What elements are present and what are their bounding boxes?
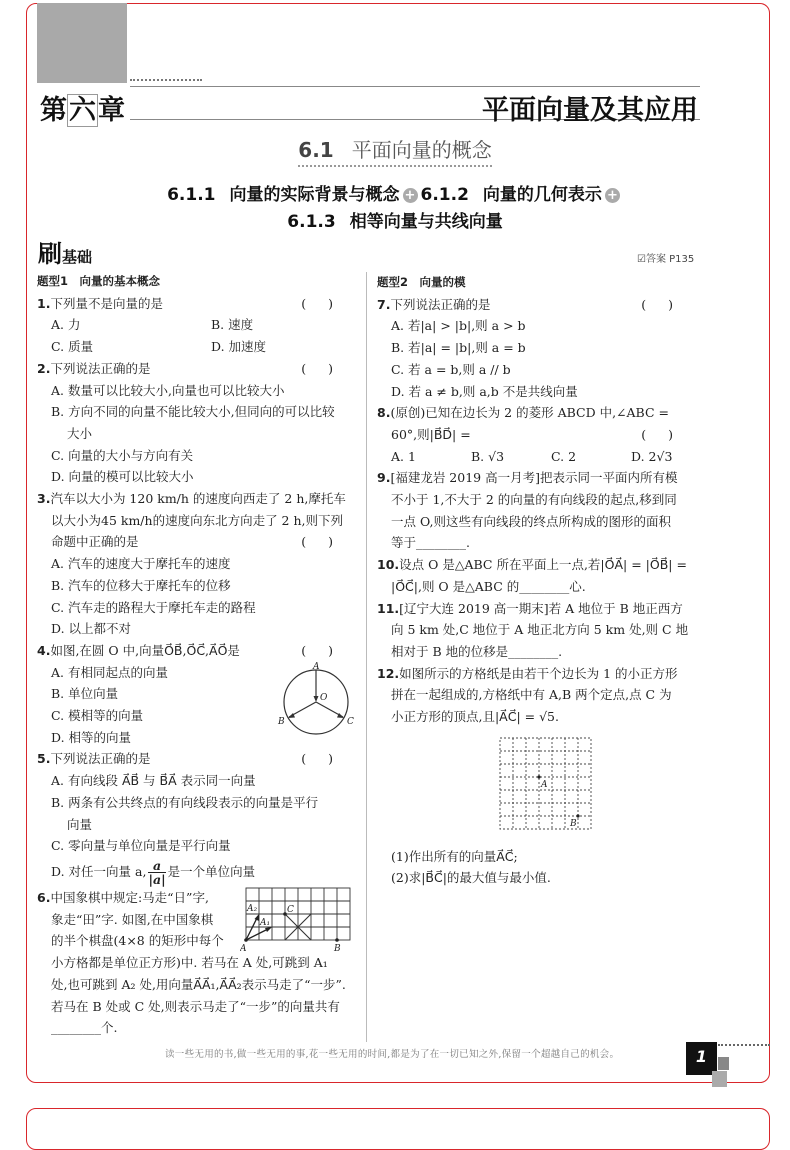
label-A: A [541,780,548,790]
line-text: 向 5 km 处,C 地位于 A 地正北方向 5 km 处,则 C 地 [391,622,689,638]
chapter-title: 平面向量及其应用 [482,95,698,126]
option [377,381,699,403]
line-text: A. 有相同起点的向量 [51,664,168,680]
question [37,488,359,510]
question-text [377,846,699,868]
question-number: 7. [377,296,391,312]
subsection-line-2 [0,207,790,232]
answer-bracket: () [301,360,355,376]
question-text [37,531,359,553]
question-text [37,996,359,1018]
question-text [377,489,699,511]
question-text [37,1017,359,1039]
option [37,857,359,887]
option [37,401,359,423]
next-page-border [26,1108,770,1150]
line-text: 小正方形的顶点,且|A⃗C⃗| = √5. [391,709,559,725]
label-B: B [570,819,577,829]
option [37,835,359,857]
line-text: A. 若|a| > |b|,则 a > b [391,318,526,334]
question-text [377,511,699,533]
option [37,618,359,640]
option: C. 2 [551,448,577,464]
label-A1: A₁ [260,918,271,928]
question [377,598,699,620]
fraction-numerator: a [148,859,165,873]
column-divider [366,272,367,1042]
line-text: 大小 [67,425,93,441]
question-number: 2. [37,360,51,376]
chapter-number: 六 [69,95,96,126]
circle-figure [274,660,364,760]
question-text [377,867,699,889]
line-text: 下列说法正确的是 [50,360,151,376]
option [37,423,359,445]
footer-quote: 读一些无用的书,做一些无用的事,花一些无用的时间,都是为了在一切已知之外,保留一个超越自己的机会。 [165,1049,620,1060]
label-B: B [334,944,341,954]
question-number: 4. [37,642,51,658]
question-number: 8. [377,405,391,421]
grid-figure [497,735,597,833]
label-A: A [240,944,247,954]
line-text: C. 模相等的向量 [51,708,144,724]
option [37,792,359,814]
option [37,445,359,467]
line-text: 中国象棋中规定:马走“日”字, [50,889,209,905]
line-text: ________个. [51,1020,118,1036]
option-row [37,314,359,336]
subsection-title: 向量的实际背景与概念 [229,185,400,205]
chapter-label [40,88,125,127]
option: D. 加速度 [211,339,267,355]
question-text [377,706,699,728]
corner-decoration [37,3,127,83]
question [377,467,699,489]
plus-icon: + [605,188,620,203]
line-text: [福建龙岩 2019 高一月考]把表示同一平面内所有模 [390,470,678,486]
line-text: A. 数量可以比较大小,向量也可以比较大小 [51,382,285,398]
option [37,575,359,597]
line-text: [辽宁大连 2019 高一期末]若 A 地位于 B 地正西方 [399,600,683,616]
option [377,337,699,359]
question-number: 11. [377,600,400,616]
line-text: 以大小为45 km/h的速度向东北方向走了 2 h,则下列 [51,512,343,528]
answer-bracket: () [301,642,355,658]
option [37,814,359,836]
option [377,315,699,337]
answer-bracket: () [641,296,695,312]
line-text: |O⃗C⃗|,则 O 是△ABC 的________心. [391,578,586,594]
line-text: C. 向量的大小与方向有关 [51,447,194,463]
option [37,770,359,792]
option [37,553,359,575]
answer-bracket: () [301,295,355,311]
practice-label [38,234,92,269]
line-text: 一点 O,则这些有向线段的终点所构成的图形的面积 [391,513,671,529]
question [377,402,699,424]
option-row [377,446,699,468]
question [37,293,359,315]
question-text [377,619,699,641]
chapter-prefix: 第 [40,95,67,126]
dotted-decoration [130,79,202,81]
plus-icon: + [403,188,418,203]
label-B: B [278,717,285,727]
question-text [377,684,699,706]
chapter-suffix: 章 [98,95,125,126]
fraction-denominator: |a| [148,871,166,887]
line-text: B. 若|a| = |b|,则 a = b [391,340,526,356]
line-text: 如图,在圆 O 中,向量O⃗B⃗,O⃗C⃗,A⃗O⃗是 [50,642,240,658]
question-number: 9. [377,470,391,486]
option-text: D. 对任一向量 a, [51,863,147,879]
question-number: 6. [37,889,51,905]
line-text: (2)求|B⃗C⃗|的最大值与最小值. [391,870,551,886]
subsection-number: 6.1.1 [167,185,216,205]
page-number-decoration [712,1071,727,1087]
label-C: C [347,717,354,727]
line-text: B. 两条有公共终点的有向线段表示的向量是平行 [51,794,319,810]
line-text: D. 相等的向量 [51,729,132,745]
subsection-number: 6.1.3 [287,212,336,232]
line-text: B. 单位向量 [51,686,119,702]
option: A. 力 [51,317,81,333]
answer-bracket: () [301,534,355,550]
option [37,380,359,402]
question-number: 12. [377,665,400,681]
header-rule-top [130,86,700,87]
question-text [377,641,699,663]
option [377,359,699,381]
line-text: D. 以上都不对 [51,621,132,637]
answer-bracket: () [641,426,695,442]
subsection-title: 向量的几何表示 [482,185,602,205]
option [37,466,359,488]
section-heading [0,134,790,163]
line-text: 下列量不是向量的是 [50,295,163,311]
line-text: 相对于 B 地的位移是________. [391,643,563,659]
question [37,640,359,662]
option-row [37,336,359,358]
line-text: C. 若 a = b,则 a // b [391,361,511,377]
line-text: 小方格都是单位正方形)中. 若马在 A 处,可跳到 A₁ [51,955,328,971]
question-number: 10. [377,557,400,573]
section-number: 6.1 [298,138,334,162]
line-text: 设点 O 是△ABC 所在平面上一点,若|O⃗A⃗| = |O⃗B⃗| = [399,557,687,573]
line-text: 的半个棋盘(4×8 的矩形中每个 [51,933,224,949]
line-text: C. 汽车走的路程大于摩托车走的路程 [51,599,256,615]
line-text: 拼在一起组成的,方格纸中有 A,B 两个定点,点 C 为 [391,687,672,703]
question-type-heading: 题型2 向量的模 [377,275,466,289]
line-text: D. 若 a ≠ b,则 a,b 不是共线向量 [391,383,578,399]
page-number: 1 [686,1042,717,1075]
line-text: C. 零向量与单位向量是平行向量 [51,838,231,854]
basics-label: 基础 [62,248,93,266]
option: C. 质量 [51,339,94,355]
line-text: B. 汽车的位移大于摩托车的位移 [51,577,231,593]
label-O: O [320,693,328,703]
question [37,358,359,380]
line-text: 向量 [67,816,93,832]
question [377,294,699,316]
chessboard-figure [240,884,355,956]
line-text: (1)作出所有的向量A⃗C⃗; [391,848,518,864]
subsection-line-1 [0,180,790,205]
line-text: 命题中正确的是 [51,534,139,550]
shua-glyph: 刷 [38,240,62,268]
line-text: 处,也可跳到 A₂ 处,用向量A⃗A⃗₁,A⃗A⃗₂表示马走了“一步”. [51,976,346,992]
section-title: 平面向量的概念 [351,138,492,162]
line-text: D. 向量的模可以比较大小 [51,469,194,485]
line-text: 若马在 B 处或 C 处,则表示马走了“一步”的向量共有 [51,998,340,1014]
question-number: 5. [37,751,51,767]
label-A2: A₂ [247,904,258,914]
line-text: (原创)已知在边长为 2 的菱形 ABCD 中,∠ABC = [390,405,669,421]
page-number-decoration [718,1057,729,1070]
line-text: B. 方向不同的向量不能比较大小,但同向的可以比较 [51,404,335,420]
question-type-heading: 题型1 向量的基本概念 [37,274,161,288]
option: B. 速度 [211,317,254,333]
line-text: A. 汽车的速度大于摩托车的速度 [51,556,231,572]
option-text: 是一个单位向量 [167,863,256,879]
line-text: 如图所示的方格纸是由若干个边长为 1 的小正方形 [399,665,678,681]
subsection-number: 6.1.2 [420,185,469,205]
answer-bracket: () [301,751,355,767]
line-text: 汽车以大小为 120 km/h 的速度向西走了 2 h,摩托车 [50,491,346,507]
label-C: C [287,905,294,915]
question [377,554,699,576]
question-text [377,424,699,446]
line-text: 等于________. [391,535,470,551]
question-number: 3. [37,491,51,507]
subsection-title: 相等向量与共线向量 [349,212,503,232]
option: B. √3 [471,448,505,464]
fraction [148,859,165,886]
footer-dots [718,1044,770,1046]
line-text: 60°,则|B⃗D⃗| = [391,426,471,442]
option: A. 1 [391,448,416,464]
question-text [37,510,359,532]
question-text [377,532,699,554]
line-text: 象走“田”字. 如图,在中国象棋 [51,911,214,927]
label-A: A [313,662,320,672]
option [37,597,359,619]
question [377,663,699,685]
question-text [377,576,699,598]
answer-reference: ☑答案 P135 [637,254,695,265]
question-text [37,974,359,996]
option: D. 2√3 [631,448,673,464]
line-text: A. 有向线段 A⃗B⃗ 与 B⃗A⃗ 表示同一向量 [51,773,256,789]
question-number: 1. [37,295,51,311]
line-text: 不小于 1,不大于 2 的向量的有向线段的起点,移到同 [391,492,677,508]
line-text: 下列说法正确的是 [390,296,491,312]
line-text: 下列说法正确的是 [50,751,151,767]
